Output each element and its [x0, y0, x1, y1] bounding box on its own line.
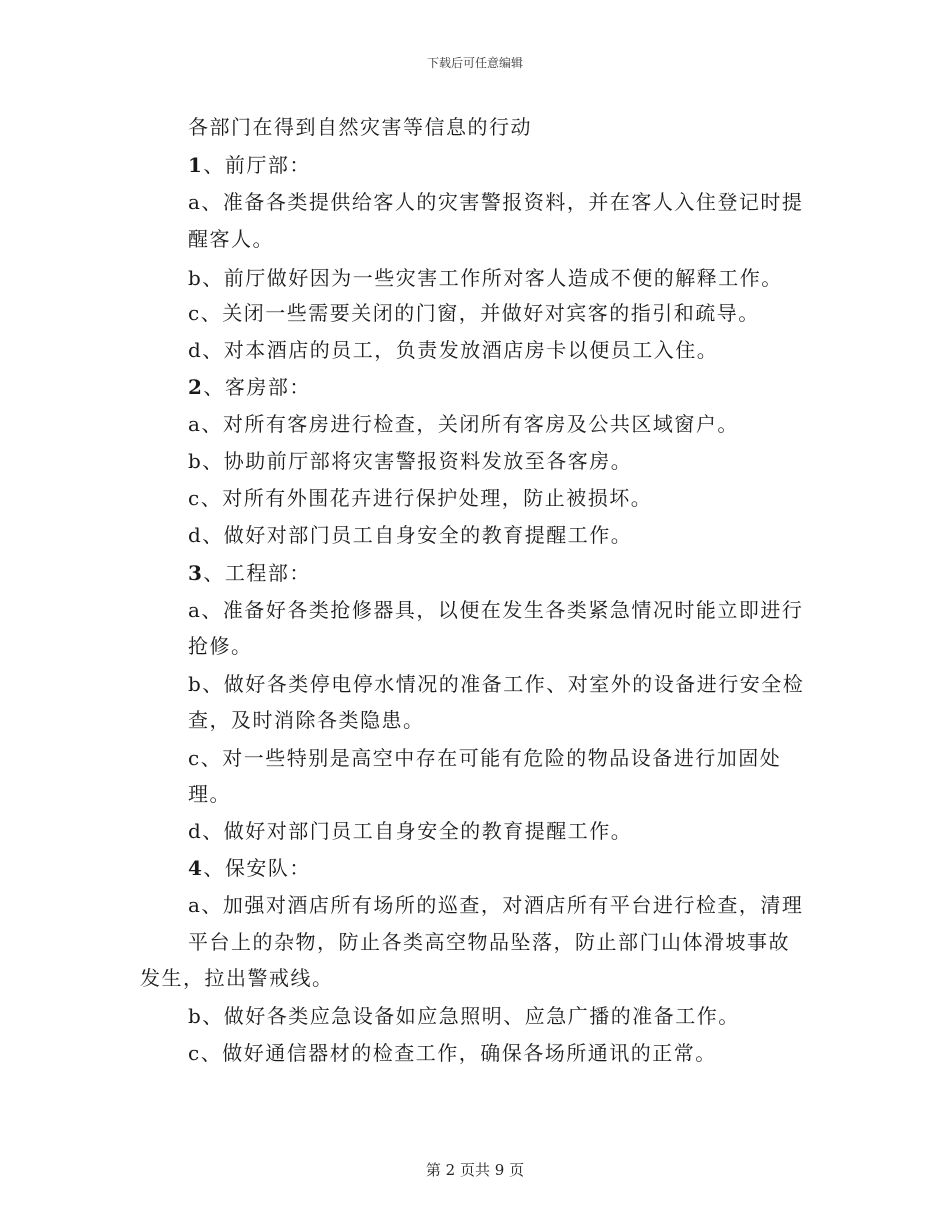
section-number: 1: [188, 153, 204, 177]
list-item: d、对本酒店的员工，负责发放酒店房卡以便员工入住。: [188, 338, 719, 362]
list-item-continuation: 发生，拉出警戒线。: [140, 966, 334, 990]
list-item: a、加强对酒店所有场所的巡查，对酒店所有平台进行检查，清理: [188, 893, 804, 917]
section-heading: [188, 855, 311, 881]
list-item: b、做好各类应急设备如应急照明、应急广播的准备工作。: [188, 1004, 740, 1028]
section-number: 2: [188, 375, 204, 399]
section-heading: [188, 560, 311, 586]
list-item: a、准备好各类抢修器具，以便在发生各类紧急情况时能立即进行: [188, 598, 804, 622]
section-title: 、客房部：: [203, 375, 311, 399]
section-heading: [188, 374, 311, 400]
list-item-continuation: 抢修。: [188, 634, 253, 658]
list-item: a、准备各类提供给客人的灾害警报资料，并在客人入住登记时提: [188, 190, 804, 214]
page-footer: 第 2 页共 9 页: [425, 1161, 525, 1179]
list-item-continuation: 理。: [188, 782, 231, 806]
list-item: c、关闭一些需要关闭的门窗，并做好对宾客的指引和疏导。: [188, 301, 760, 325]
section-number: 4: [188, 856, 204, 880]
list-item: d、做好对部门员工自身安全的教育提醒工作。: [188, 819, 633, 843]
list-item: b、前厅做好因为一些灾害工作所对客人造成不便的解释工作。: [188, 266, 783, 290]
section-heading: [188, 152, 311, 178]
list-item: b、做好各类停电停水情况的准备工作、对室外的设备进行安全检: [188, 672, 805, 696]
list-item: d、做好对部门员工自身安全的教育提醒工作。: [188, 523, 633, 547]
section-title: 、工程部：: [203, 561, 311, 585]
page-header: 下载后可任意编辑: [426, 56, 523, 70]
list-item: a、对所有客房进行检查，关闭所有客房及公共区域窗户。: [188, 412, 739, 436]
list-item: c、对一些特别是高空中存在可能有危险的物品设备进行加固处: [188, 746, 782, 770]
list-item: b、协助前厅部将灾害警报资料发放至各客房。: [188, 449, 633, 473]
list-item: c、做好通信器材的检查工作，确保各场所通讯的正常。: [188, 1041, 717, 1065]
list-item-continuation: 醒客人。: [188, 227, 274, 251]
list-item: c、对所有外围花卉进行保护处理，防止被损坏。: [188, 486, 653, 510]
list-item-continuation: 查，及时消除各类隐患。: [188, 708, 425, 732]
document-title: 各部门在得到自然灾害等信息的行动: [188, 115, 532, 139]
list-item-continuation: 平台上的杂物，防止各类高空物品坠落，防止部门山体滑坡事故: [188, 930, 790, 954]
section-title: 、保安队：: [203, 856, 311, 880]
section-title: 、前厅部：: [203, 153, 311, 177]
section-number: 3: [188, 561, 204, 585]
